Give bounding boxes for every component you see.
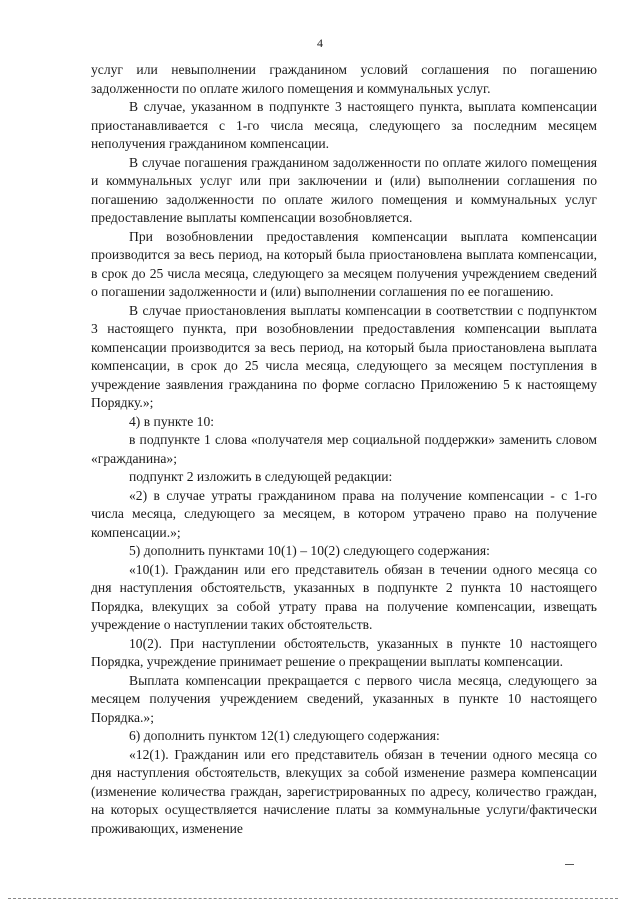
paragraph: «12(1). Гражданин или его представитель обязан в течении одного месяца со дня наступления обстоятельств, влекущих за собой изменение размера компенсации (изменение количества граждан, зарегистрированных по адресу, количество граждан, на которых осуществляется начисление платы за коммунальные услуги/фактически проживающих, изменение: [91, 746, 597, 836]
paragraph: 10(2). При наступлении обстоятельств, указанных в пункте 10 настоящего Порядка, учреждение принимает решение о прекращении выплаты компенсации.: [91, 635, 597, 669]
paragraph: в подпункте 1 слова «получателя мер социальной поддержки» заменить словом «гражданина»;: [91, 432, 597, 466]
paragraph: Выплата компенсации прекращается с первого числа месяца, следующего за месяцем получения учреждением сведений, указанных в пункте 10 настоящего Порядка.»;: [91, 672, 597, 725]
paragraph: В случае, указанном в подпункте 3 настоящего пункта, выплата компенсации приостанавливается с 1-го числа месяца, следующего за последним месяцем неполучения гражданином компенсации.: [91, 99, 597, 151]
paragraph: 5) дополнить пунктами 10(1) – 10(2) следующего содержания:: [129, 543, 490, 558]
paragraph: подпункт 2 изложить в следующей редакции:: [129, 469, 393, 484]
paragraph: В случае приостановления выплаты компенсации в соответствии с подпунктом 3 настоящего пункта, при возобновлении предоставления компенсации выплата компенсации производится за весь период, на который была приостановлена выплата компенсации, в срок до 25 числа месяца, следующего за месяцем поступления в учреждение заявления гражданина по форме согласно Приложению 5 к настоящему Порядку.»;: [91, 302, 597, 410]
paragraph: В случае погашения гражданином задолженности по оплате жилого помещения и коммунальных услуг или при заключении и (или) выполнении соглашения по погашению задолженности по оплате жилого помещения и коммунальных услуг предоставление выплаты компенсации возобновляется.: [91, 154, 597, 225]
paragraph: 6) дополнить пунктом 12(1) следующего содержания:: [129, 728, 440, 743]
paragraph: «10(1). Гражданин или его представитель обязан в течении одного месяца со дня наступления обстоятельств, указанных в подпункте 2 пункта 10 настоящего Порядка, влекущих за собой утрату права на получение компенсации, извещать учреждение о наступлении таких обстоятельств.: [91, 561, 597, 632]
paragraph: При возобновлении предоставления компенсации выплата компенсации производится за весь период, на который была приостановлена выплата компенсации, в срок до 25 числа месяца, следующего за месяцем получения учреждением сведений о погашении задолженности и (или) выполнении соглашения по ее погашению.: [91, 228, 597, 299]
page-bottom-edge: [8, 898, 618, 899]
document-body: [91, 61, 597, 838]
scan-mark: [565, 864, 574, 865]
page-number: 4: [317, 36, 323, 50]
paragraph: «2) в случае утраты гражданином права на получение компенсации - с 1-го числа месяца, следующего за месяцем, в котором утрачено право на получение компенсации.»;: [91, 487, 597, 540]
paragraph: 4) в пункте 10:: [129, 413, 215, 429]
paragraph: услуг или невыполнении гражданином условий соглашения по погашению задолженности по оплате жилого помещения и коммунальных услуг.: [91, 62, 597, 96]
